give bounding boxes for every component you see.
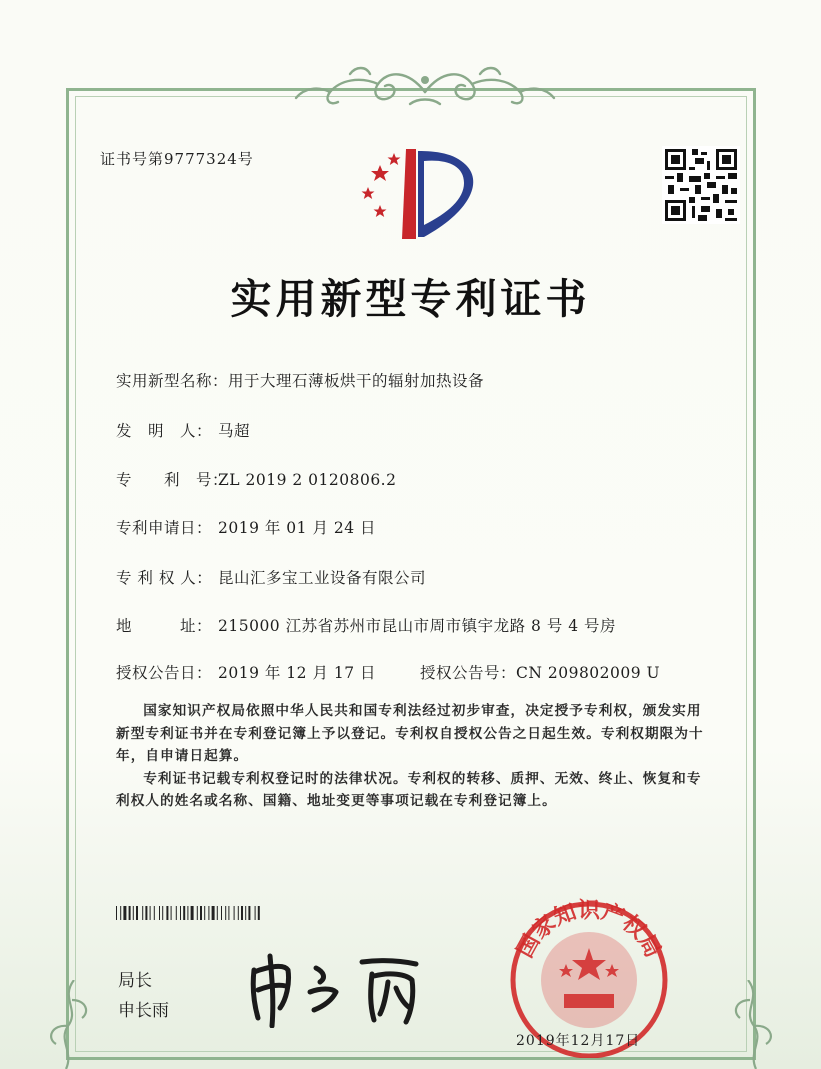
address-label: 地 址： [116, 617, 213, 635]
address-row [116, 614, 616, 636]
legal-notice-paragraph-2: 专利证书记载专利权登记时的法律状况。专利权的转移、质押、无效、终止、恢复和专利权人的姓名或名称、国籍、地址变更等事项记载在专利登记簿上。 [116, 770, 702, 809]
legal-notice-paragraph-1: 国家知识产权局依照中华人民共和国专利法经过初步审查，决定授予专利权，颁发实用新型专利证书并在专利登记簿上予以登记。专利权自授权公告之日起生效。专利权期限为十年，自申请日起算。 [116, 703, 704, 764]
director-signature [240, 948, 430, 1028]
grant-date-row [116, 661, 376, 683]
address-value: 215000 江苏省苏州市昆山市周市镇宇龙路 8 号 4 号房 [218, 617, 617, 635]
utility-model-name-value: 用于大理石薄板烘干的辐射加热设备 [228, 372, 485, 390]
patentee-row [116, 566, 426, 588]
patent-number-label: 专 利 号： [116, 471, 229, 489]
inventor-label: 发 明 人： [116, 422, 213, 440]
utility-model-name-row [116, 369, 484, 391]
grant-number-row [420, 661, 660, 683]
legal-notice [116, 700, 708, 813]
patent-number-value: ZL 2019 2 0120806.2 [218, 471, 397, 489]
filing-date-row [116, 516, 376, 538]
filing-date-value: 2019 年 01 月 24 日 [218, 519, 377, 537]
director-name: 申长雨 [118, 1001, 169, 1021]
cnipa-logo [358, 143, 486, 243]
bottom-left-ornament [40, 980, 110, 1069]
grant-date-value: 2019 年 12 月 17 日 [218, 664, 377, 682]
seal-text: 国家知识产权局 [512, 898, 666, 962]
patent-number-row [116, 468, 396, 490]
grant-date-label: 授权公告日： [116, 664, 213, 682]
seal-date: 2019年12月17日 [516, 1033, 641, 1049]
grant-number-label: 授权公告号： [420, 664, 517, 682]
utility-model-name-label: 实用新型名称： [116, 372, 229, 390]
qr-code [662, 146, 740, 224]
certificate-title: 实用新型专利证书 [230, 275, 591, 323]
grant-number-value: CN 209802009 U [516, 664, 661, 682]
director-title: 局长 [118, 971, 152, 991]
certificate-number: 证书号第9777324号 [100, 150, 254, 168]
barcode [116, 906, 382, 920]
inventor-row [116, 419, 250, 441]
top-ornament [290, 62, 560, 112]
filing-date-label: 专利申请日： [116, 519, 213, 537]
patentee-label: 专 利 权 人： [116, 569, 213, 587]
patentee-value: 昆山汇多宝工业设备有限公司 [218, 569, 427, 587]
bottom-right-ornament [712, 980, 782, 1069]
inventor-value: 马超 [218, 422, 251, 440]
